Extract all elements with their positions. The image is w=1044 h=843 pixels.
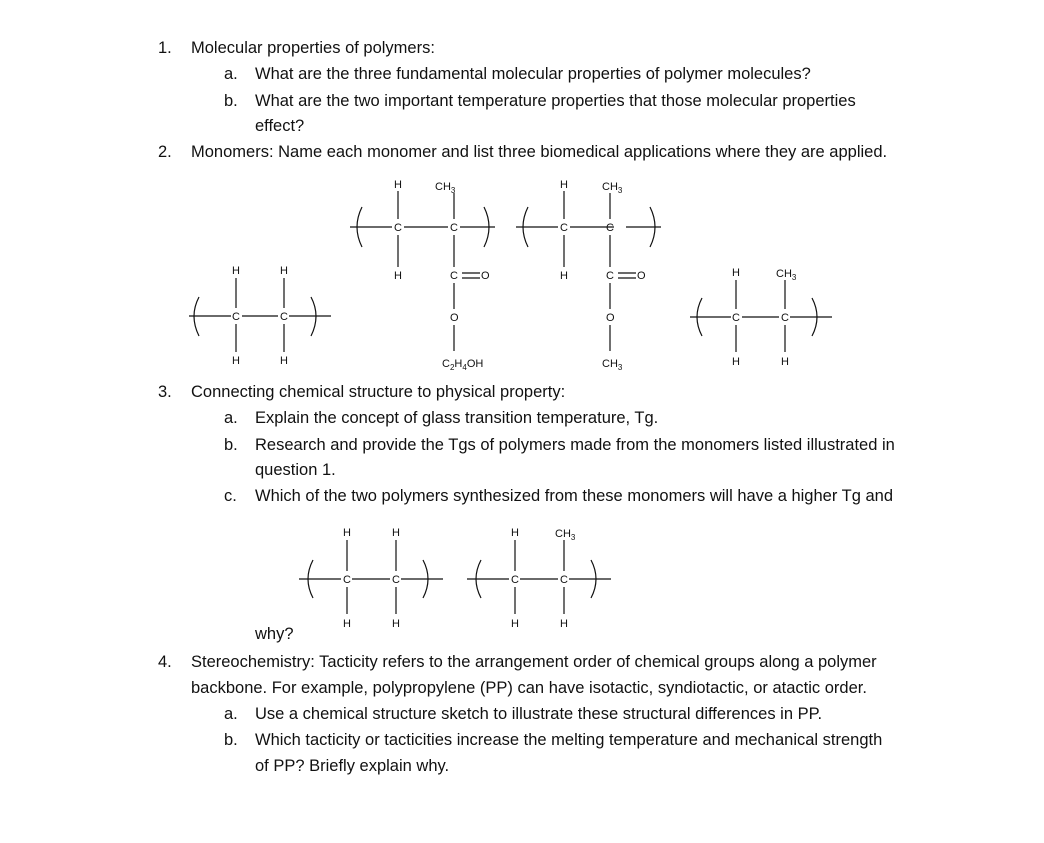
q3c-text-2: why? — [255, 625, 294, 643]
q3c-label: c. — [224, 487, 237, 505]
carbon-atom: C — [394, 222, 402, 234]
q1a-text: What are the three fundamental molecular properties of polymer molecules? — [255, 65, 811, 83]
hydrogen-atom: H — [280, 265, 288, 277]
carbon-atom: C — [280, 311, 288, 323]
hydrogen-atom: H — [781, 356, 789, 368]
methyl-group: $CH_3$ — [435, 181, 456, 195]
q2-text: Monomers: Name each monomer and list three biomedical applications where they are applied. — [191, 143, 888, 161]
carbon-atom: C — [781, 312, 789, 324]
q4-text-2: backbone. For example, polypropylene (PP) can have isotactic, syndiotactic, or atactic order. — [191, 679, 867, 697]
ester-oxygen: O — [450, 312, 459, 324]
structure-ethylene-q3 — [297, 522, 447, 634]
hydrogen-atom: H — [392, 618, 400, 630]
q4-number: 4. — [158, 653, 172, 671]
q3b-text-2: question 1. — [255, 461, 336, 479]
structure-propylene-q2 — [688, 262, 838, 374]
carbon-atom: C — [560, 222, 568, 234]
hydrogen-atom: H — [560, 179, 568, 191]
methyl-group: $CH_3$ — [602, 181, 623, 195]
carbon-atom: C — [450, 222, 458, 234]
q3a-text: Explain the concept of glass transition temperature, Tg. — [255, 409, 659, 427]
carbon-atom: C — [343, 574, 351, 586]
q1b-label: b. — [224, 92, 238, 110]
carbon-atom: C — [606, 222, 614, 234]
carbonyl-carbon: C — [606, 270, 614, 282]
hydrogen-atom: H — [392, 527, 400, 539]
structure-hema — [350, 175, 520, 375]
hydrogen-atom: H — [560, 270, 568, 282]
carbon-atom: C — [232, 311, 240, 323]
q3a-label: a. — [224, 409, 238, 427]
q1b-text-2: effect? — [255, 117, 305, 135]
hydrogen-atom: H — [511, 527, 519, 539]
hydrogen-atom: H — [232, 355, 240, 367]
hydrogen-atom: H — [511, 618, 519, 630]
q1-number: 1. — [158, 39, 172, 57]
carbonyl-oxygen: O — [481, 270, 490, 282]
hydrogen-atom: H — [343, 527, 351, 539]
hydrogen-atom: H — [280, 355, 288, 367]
carbon-atom: C — [511, 574, 519, 586]
hydroxyethyl-group: $C_2H_4OH$ — [442, 358, 484, 372]
q3b-label: b. — [224, 436, 238, 454]
q3b-text-1: Research and provide the Tgs of polymers made from the monomers listed illustrated in — [255, 436, 895, 454]
q1-text: Molecular properties of polymers: — [191, 39, 435, 57]
structure-mma — [516, 175, 686, 375]
methyl-group: $CH_3$ — [555, 528, 576, 542]
hydrogen-atom: H — [560, 618, 568, 630]
hydrogen-atom: H — [343, 618, 351, 630]
structure-ethylene-q2 — [185, 260, 335, 370]
q4b-label: b. — [224, 731, 238, 749]
q3c-text-1: Which of the two polymers synthesized from these monomers will have a higher Tg and — [255, 487, 893, 505]
ester-oxygen: O — [606, 312, 615, 324]
carbonyl-carbon: C — [450, 270, 458, 282]
hydrogen-atom: H — [732, 267, 740, 279]
carbon-atom: C — [732, 312, 740, 324]
carbon-atom: C — [392, 574, 400, 586]
q1a-label: a. — [224, 65, 238, 83]
q2-number: 2. — [158, 143, 172, 161]
hydrogen-atom: H — [232, 265, 240, 277]
hydrogen-atom: H — [394, 179, 402, 191]
hydrogen-atom: H — [394, 270, 402, 282]
structure-propylene-q3 — [465, 522, 615, 634]
carbon-atom: C — [560, 574, 568, 586]
q4b-text-1: Which tacticity or tacticities increase the melting temperature and mechanical strength — [255, 731, 883, 749]
carbonyl-oxygen: O — [637, 270, 646, 282]
q4-text-1: Stereochemistry: Tacticity refers to the arrangement order of chemical groups along a polymer — [191, 653, 877, 671]
q4b-text-2: of PP? Briefly explain why. — [255, 757, 450, 775]
q3-number: 3. — [158, 383, 172, 401]
q4a-label: a. — [224, 705, 238, 723]
methyl-group: $CH_3$ — [602, 358, 623, 372]
q3-text: Connecting chemical structure to physical property: — [191, 383, 566, 401]
hydrogen-atom: H — [732, 356, 740, 368]
q4a-text: Use a chemical structure sketch to illustrate these structural differences in PP. — [255, 705, 823, 723]
q1b-text-1: What are the two important temperature properties that those molecular properties — [255, 92, 856, 110]
methyl-group: $CH_3$ — [776, 268, 797, 282]
